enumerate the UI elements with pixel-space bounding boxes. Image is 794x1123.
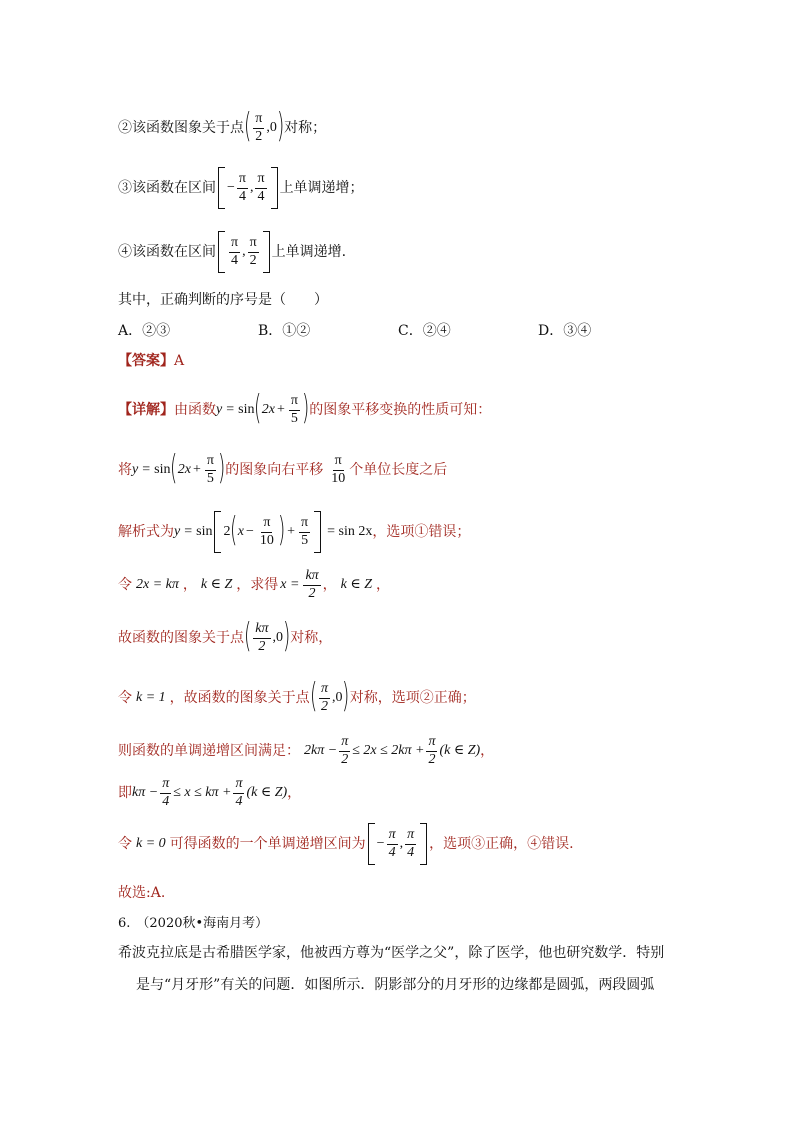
solution-line-8: 即 kπ − $\frac{\pi}{4}$ ≤ x ≤ kπ + $\frac{\pi}{4}$ (k ∈ Z) ，: [118, 776, 302, 809]
right-bracket: [314, 511, 321, 553]
fraction-pi-over-4: $\frac{\pi}{4}$: [162, 776, 170, 809]
left-bracket: [214, 511, 221, 553]
problem-source: （2020秋•海南月考）: [136, 915, 269, 931]
problem-6-line-1: 希波克拉底是古希腊医学家，他被西方尊为“医学之父”，除了医学，他也研究数学．特别: [118, 945, 665, 961]
fraction-pi-over-2: $\frac{\pi}{2}$: [320, 681, 328, 714]
solution-conclusion: 故选:A.: [118, 885, 166, 901]
fraction-pi-over-5: $\frac{\pi}{5}$: [301, 515, 309, 548]
option-a: A．②③: [118, 323, 171, 339]
fraction-2: $\frac{\pi}{4}$: [407, 827, 415, 860]
right-bracket: [271, 167, 278, 209]
fraction-1: $\frac{\pi}{4}$: [231, 235, 239, 268]
solution-line-4: 令 2x = kπ ， k ∈ Z ，求得 x = $\frac{k\pi}{2}$ ， k ∈ Z ，: [118, 568, 391, 601]
statement-2: [118, 106, 326, 150]
answer-label: 【答案】: [118, 353, 174, 369]
statement-3: ③该函数在区间 − $\frac{\pi}{4}$ , $\frac{\pi}{4}$ 上单调递增；: [118, 166, 364, 210]
statement-3-suffix: 上单调递增；: [279, 180, 364, 196]
question-prompt: 其中，正确判断的序号是（ ）: [118, 292, 328, 308]
right-paren: ): [217, 448, 226, 488]
solution-line-9: 令 k = 0 可得函数的一个单调递增区间为 − $\frac{\pi}{4}$ , $\frac{\pi}{4}$ ，选项③正确，④错误.: [118, 822, 574, 866]
left-bracket: [218, 167, 225, 209]
fraction-1: $\frac{\pi}{4}$: [388, 827, 396, 860]
fraction-pi-over-10: $\frac{\pi}{10}$: [331, 453, 346, 486]
problem-6-line-2: 是与“月牙形”有关的问题．如图所示．阴影部分的月牙形的边缘都是圆弧，两段圆弧: [136, 977, 655, 993]
solution-line-6: 令 k = 1 ，故函数的图象关于点 ( $\frac{\pi}{2}$ ,0 ) 对称，选项②正确；: [118, 676, 476, 716]
solution-line-7: 则函数的单调递增区间满足： 2kπ − $\frac{\pi}{2}$ ≤ 2x ≤ 2kπ + $\frac{\pi}{2}$ (k ∈ Z) ，: [118, 734, 495, 767]
right-paren: ): [301, 388, 310, 428]
right-bracket: [263, 231, 270, 273]
statement-2-suffix: 对称；: [284, 120, 327, 136]
fraction-1: $\frac{\pi}{4}$: [238, 171, 246, 204]
fraction-2: $\frac{\pi}{2}$: [249, 235, 257, 268]
left-paren: (: [230, 510, 238, 550]
problem-6-header: [118, 915, 268, 931]
statement-4-prefix: ④该函数在区间: [118, 244, 216, 260]
fraction-pi-over-4: $\frac{\pi}{4}$: [235, 776, 243, 809]
left-bracket: [368, 823, 375, 865]
fraction-kpi-over-2: $\frac{k\pi}{2}$: [255, 621, 269, 654]
fraction-2: $\frac{\pi}{4}$: [257, 171, 265, 204]
left-paren: (: [243, 106, 252, 146]
fraction-pi-over-2: $\frac{\pi}{2}$: [428, 734, 436, 767]
fraction-pi-over-2: $\frac{\pi}{2}$: [255, 111, 263, 144]
solution-line-3: 解析式为 y = sin 2 ( x − $\frac{\pi}{10}$ ) + $\frac{\pi}{5}$ = sin 2x ，选项①错误；: [118, 510, 470, 554]
answer-value: A: [174, 353, 185, 369]
statement-3-prefix: ③该函数在区间: [118, 180, 216, 196]
problem-number: 6.: [118, 915, 131, 931]
fraction-pi-over-2: $\frac{\pi}{2}$: [341, 734, 349, 767]
right-paren: ): [276, 106, 285, 146]
fraction-pi-over-10: $\frac{\pi}{10}$: [259, 515, 274, 548]
statement-4-suffix: 上单调递增.: [271, 244, 347, 260]
statement-2-prefix: ②该函数图象关于点: [118, 120, 244, 136]
left-bracket: [218, 231, 225, 273]
right-paren: ): [342, 676, 350, 716]
fraction-pi-over-5: $\frac{\pi}{5}$: [290, 393, 298, 426]
left-paren: (: [170, 448, 178, 488]
options-row: [118, 323, 678, 339]
option-b: B．①②: [258, 323, 311, 339]
option-d: D．③④: [538, 323, 592, 339]
solution-line-5: 故函数的图象关于点 ( $\frac{k\pi}{2}$ ,0 ) 对称，: [118, 616, 333, 656]
solution-line-2: 将 y = sin ( 2x + $\frac{\pi}{5}$ ) 的图象向右平移 $\frac{\pi}{10}$ 个单位长度之后: [118, 448, 448, 488]
left-paren: (: [254, 388, 262, 428]
left-paren: (: [243, 616, 252, 656]
fraction-kpi-over-2: $\frac{k\pi}{2}$: [305, 568, 319, 601]
solution-line-1: 【详解】 由函数 y = sin ( 2x + $\frac{\pi}{5}$ ) 的图象平移变换的性质可知：: [118, 388, 492, 428]
left-paren: (: [309, 676, 317, 716]
answer: [118, 353, 184, 369]
right-paren: ): [282, 616, 291, 656]
minus-sign: −: [227, 180, 235, 195]
right-paren: ): [277, 510, 286, 550]
right-bracket: [420, 823, 427, 865]
statement-4: ④该函数在区间 $\frac{\pi}{4}$ , $\frac{\pi}{2}$ 上单调递增.: [118, 230, 346, 274]
fraction-pi-over-5: $\frac{\pi}{5}$: [206, 453, 214, 486]
detail-label: 【详解】: [118, 402, 174, 418]
point-y: ,0: [266, 120, 277, 135]
option-c: C．②④: [398, 323, 451, 339]
